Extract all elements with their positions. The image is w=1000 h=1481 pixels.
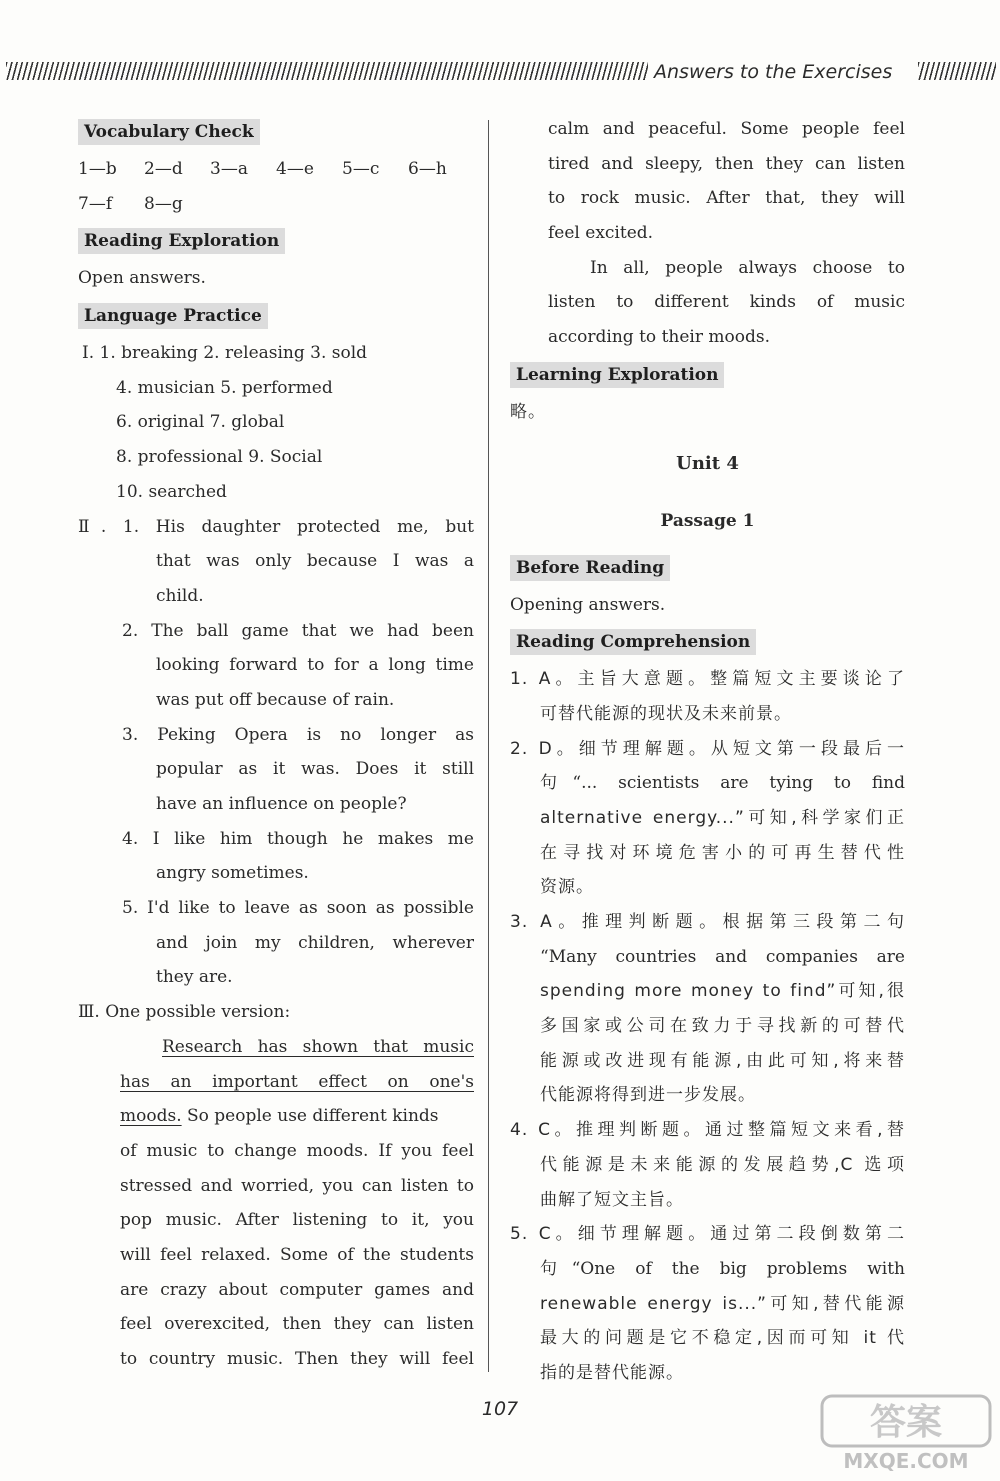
part-2-line: 5. I'd like to leave as soon as possible [122, 898, 474, 919]
language-practice-heading: Language Practice [78, 296, 474, 336]
vocab-answers-row-2: 7—f 8—g [78, 193, 183, 214]
continued-line: In all, people always choose to [590, 257, 905, 278]
comprehension-line: 3. A。推理判断题。根据第三段第二句 [510, 912, 905, 932]
part-2-line: 2. The ball game that we had been [122, 620, 474, 641]
column-divider [488, 120, 489, 1372]
part-2-line: and join my children, wherever [156, 932, 474, 953]
vocabulary-check-heading: Vocabulary Check [78, 112, 474, 152]
part-3-line: Research has shown that music [162, 1036, 474, 1057]
part-2-line: Ⅱ. 1. His daughter protected me, but [78, 516, 474, 537]
learning-exploration-answer: 略。 [510, 401, 546, 422]
comprehension-line: 资源。 [540, 877, 594, 898]
site-watermark-logo [818, 1392, 994, 1474]
header-hatch-left [6, 62, 648, 80]
comprehension-line: 能源或改进现有能源,由此可知,将来替 [540, 1050, 905, 1071]
part-2-line: 3. Peking Opera is no longer as [122, 724, 474, 745]
left-column [78, 112, 474, 1377]
part-2-line: that was only because I was a [156, 551, 474, 572]
continued-line: to rock music. After that, they will [548, 188, 905, 209]
passage-title: Passage 1 [660, 510, 755, 531]
comprehension-line: 可替代能源的现状及未来前景。 [540, 703, 792, 724]
part-1-line: Ⅰ. 1. breaking 2. releasing 3. sold [82, 343, 368, 364]
comprehension-line: 曲解了短文主旨。 [540, 1189, 684, 1210]
unit-title: Unit 4 [676, 452, 739, 474]
part-3-line: are crazy about computer games and [120, 1279, 474, 1300]
comprehension-line: 4. C。推理判断题。通过整篇短文来看,替 [510, 1120, 905, 1141]
part-3-intro: Ⅲ. One possible version: [78, 1002, 291, 1023]
page-header [0, 58, 1000, 88]
comprehension-line: spending more money to find”可知,很 [540, 981, 905, 1002]
comprehension-line: alternative energy...”可知,科学家们正 [540, 807, 905, 828]
reading-exploration-answer: Open answers. [78, 268, 206, 289]
part-3-line: feel overexcited, then they can listen [120, 1314, 474, 1335]
part-3-line: to country music. Then they will feel [120, 1349, 474, 1369]
before-reading-heading: Before Reading [510, 548, 905, 588]
comprehension-line: 最大的问题是它不稳定,因而可知 it 代 [540, 1328, 905, 1349]
comprehension-line: 句“One of the big problems with [540, 1258, 905, 1279]
part-3-line: moods. So people use different kinds [120, 1106, 439, 1127]
comprehension-line: 多国家或公司在致力于寻找新的可替代 [540, 1016, 905, 1037]
part-1-line: 6. original 7. global [116, 412, 285, 433]
reading-exploration-heading: Reading Exploration [78, 221, 474, 261]
svg-text:答案: 答案 [869, 1402, 943, 1443]
comprehension-line: 代能源将得到进一步发展。 [540, 1085, 756, 1106]
comprehension-line: 2. D。细节理解题。从短文第一段最后一 [510, 738, 905, 759]
comprehension-line: 指的是替代能源。 [540, 1362, 684, 1383]
comprehension-line: 句“... scientists are tying to find [540, 773, 905, 794]
part-3-line: stressed and worried, you can listen to [120, 1175, 474, 1196]
part-2-line: was put off because of rain. [156, 689, 395, 710]
part-1-line: 4. musician 5. performed [116, 377, 333, 398]
svg-text:MXQE.COM: MXQE.COM [843, 1449, 969, 1473]
right-column [510, 112, 905, 1391]
part-1-line: 10. searched [116, 481, 227, 502]
comprehension-line: 1. A。主旨大意题。整篇短文主要谈论了 [510, 669, 905, 690]
comprehension-line: 5. C。细节理解题。通过第二段倒数第二 [510, 1224, 905, 1245]
part-2-line: popular as it was. Does it still [156, 759, 474, 780]
part-1-line: 8. professional 9. Social [116, 447, 323, 468]
continued-line: calm and peaceful. Some people feel [548, 119, 905, 139]
part-3-line: pop music. After listening to it, you [120, 1210, 474, 1231]
vocab-answers-row-1: 1—b 2—d 3—a 4—e 5—c 6—h [78, 159, 447, 179]
part-2-line: 4. I like him though he makes me [122, 828, 474, 849]
page-number: 107 [481, 1398, 519, 1420]
before-reading-answer: Opening answers. [510, 594, 666, 615]
learning-exploration-heading: Learning Exploration [510, 355, 905, 395]
part-3-line: has an important effect on one's [120, 1071, 474, 1092]
continued-line: tired and sleepy, then they can listen [548, 153, 905, 174]
comprehension-line: 在寻找对环境危害小的可再生替代性 [540, 842, 905, 863]
part-3-line: of music to change moods. If you feel [120, 1140, 474, 1161]
reading-comprehension-heading: Reading Comprehension [510, 622, 905, 662]
continued-line: according to their moods. [548, 327, 770, 348]
comprehension-line: 代能源是未来能源的发展趋势,C 选项 [540, 1154, 905, 1175]
comprehension-line: renewable energy is...”可知,替代能源 [540, 1293, 905, 1314]
part-2-line: angry sometimes. [156, 863, 309, 884]
continued-line: feel excited. [548, 223, 654, 244]
part-3-line: will feel relaxed. Some of the students [120, 1244, 474, 1265]
comprehension-line: “Many countries and companies are [540, 946, 905, 967]
part-2-line: have an influence on people? [156, 794, 407, 814]
part-2-line: looking forward to for a long time [156, 655, 474, 676]
continued-line: listen to different kinds of music [548, 292, 905, 313]
part-2-line: child. [156, 585, 204, 606]
part-2-line: they are. [156, 967, 233, 988]
header-title: Answers to the Exercises [654, 61, 893, 83]
header-hatch-right [918, 62, 996, 80]
